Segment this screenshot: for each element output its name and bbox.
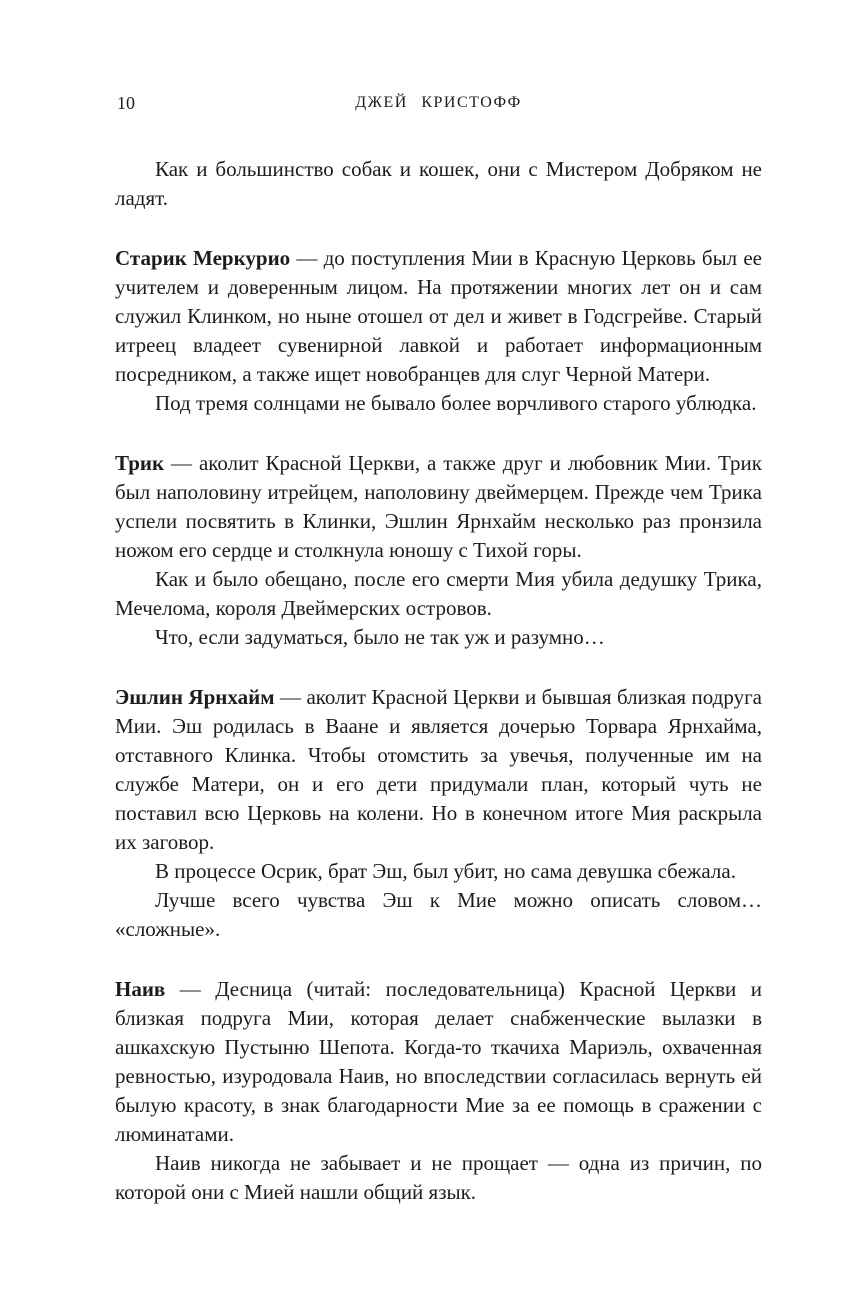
glossary-entry-naiv <box>115 975 762 1207</box>
page-number: 10 <box>117 93 135 113</box>
glossary-entry-trik <box>115 449 762 652</box>
entry-term: Трик <box>115 451 165 475</box>
page-body <box>115 155 762 1207</box>
entry-extra-paragraph: Лучше всего чувства Эш к Мие можно описать словом… «сложные». <box>115 888 762 941</box>
entry-paragraph <box>115 244 762 389</box>
entry-paragraph <box>115 449 762 565</box>
entry-paragraph <box>115 975 762 1149</box>
running-title: ДЖЕЙ КРИСТОФФ <box>355 94 522 111</box>
entry-term: Наив <box>115 977 166 1001</box>
entry-extra-paragraph: Что, если задуматься, было не так уж и разумно… <box>155 625 605 649</box>
entry-extra-paragraph: Под тремя солнцами не бывало более ворчливого старого ублюдка. <box>155 391 757 415</box>
entry-term: Старик Меркурио <box>115 246 291 270</box>
glossary-entry-merkurio <box>115 244 762 418</box>
entry-term: Эшлин Ярнхайм <box>115 685 275 709</box>
intro-paragraph: Как и большинство собак и кошек, они с Мистером Добряком не ладят. <box>115 157 762 210</box>
entry-extra-paragraph: Наив никогда не забывает и не прощает — одна из причин, по которой они с Мией нашли общий язык. <box>115 1151 762 1204</box>
entry-extra-paragraph: В процессе Осрик, брат Эш, был убит, но сама девушка сбежала. <box>155 859 736 883</box>
glossary-entry-eshlin <box>115 683 762 944</box>
entry-definition: — Десница (читай: последовательница) Красной Церкви и близкая подруга Мии, которая делает снабженческие вылазки в ашкахскую Пустыню Шепота. Когда-то ткачиха Мариэль, охваченная ревностью, изуродовала Наив, но впоследствии согласилась вернуть ей былую красоту, в знак благодарности Мие за ее помощь в сражении с люминатами. <box>115 977 762 1146</box>
running-head <box>115 92 762 114</box>
entry-definition: — аколит Красной Церкви и бывшая близкая подруга Мии. Эш родилась в Ваане и является дочерью Торвара Ярнхайма, отставного Клинка. Чтобы отомстить за увечья, полученные им на службе Матери, он и его дети придумали план, который чуть не поставил всю Церковь на колени. Но в конечном итоге Мия раскрыла их заговор. <box>115 685 763 854</box>
entry-extra-paragraph: Как и было обещано, после его смерти Мия убила дедушку Трика, Мечелома, короля Двеймерских островов. <box>115 567 762 620</box>
entry-definition: — до поступления Мии в Красную Церковь был ее учителем и доверенным лицом. На протяжении многих лет он и сам служил Клинком, но ныне отошел от дел и живет в Годсгрейве. Старый итреец владеет сувенирной лавкой и работает информационным посредником, а также ищет новобранцев для слуг Черной Матери. <box>115 246 762 386</box>
entry-paragraph <box>115 683 762 857</box>
entry-definition: — аколит Красной Церкви, а также друг и любовник Мии. Трик был наполовину итрейцем, наполовину двеймерцем. Прежде чем Трика успели посвятить в Клинки, Эшлин Ярнхайм несколько раз пронзила ножом его сердце и столкнула юношу с Тихой горы. <box>115 451 762 562</box>
